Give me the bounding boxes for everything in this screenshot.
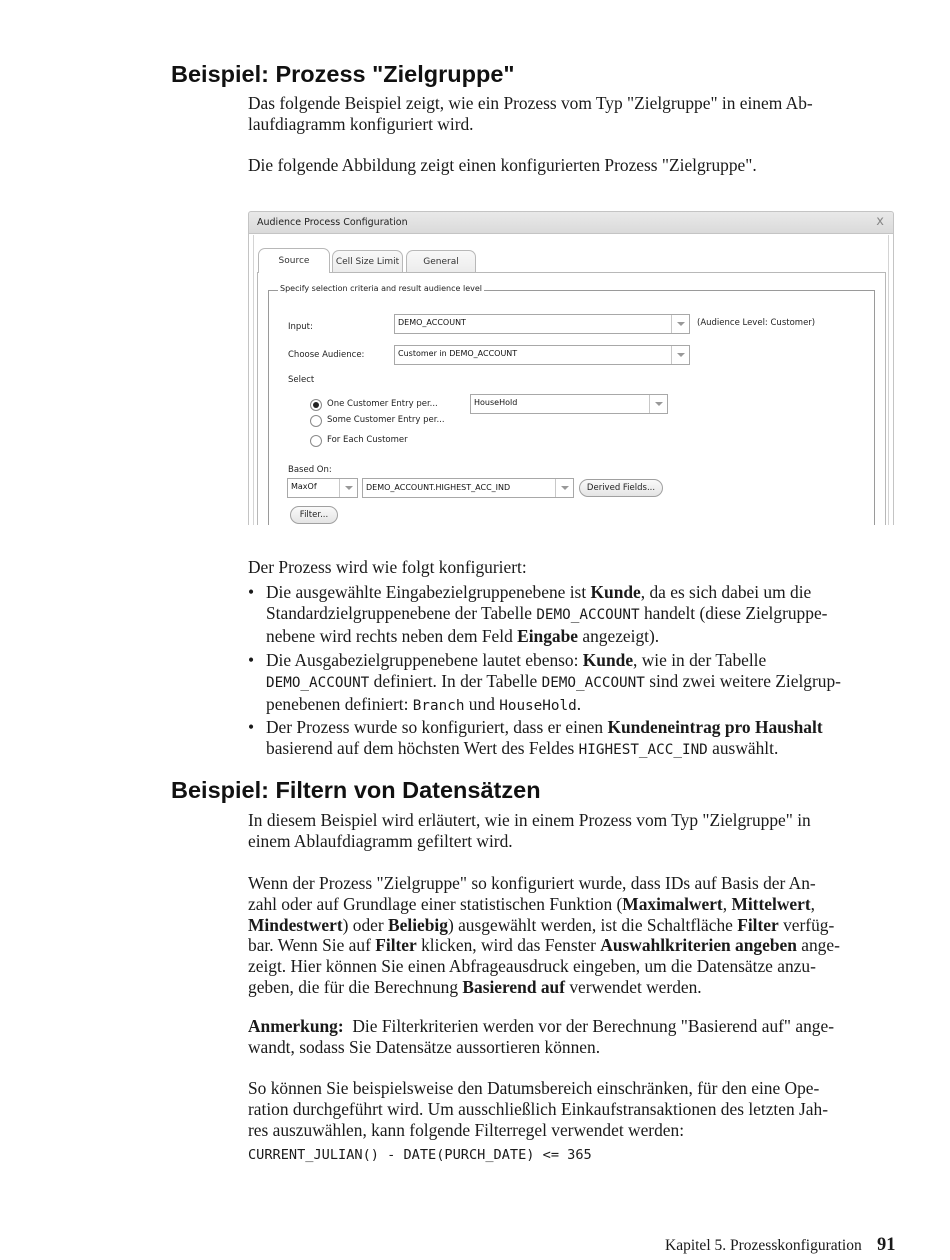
list-item [248,582,898,646]
tab-source[interactable]: Source [258,248,330,273]
dialog-title: Audience Process Configuration [257,217,408,228]
text-run: Die Ausgabezielgruppenebene lautet ebenso: [266,650,583,670]
bold-term: Filter [375,935,417,956]
bullet: • [248,717,255,737]
section-heading-filtern: Beispiel: Filtern von Datensätzen [171,777,541,803]
derived-fields-button[interactable]: Derived Fields... [579,479,663,497]
based-on-field-value: DEMO_ACCOUNT.HIGHEST_ACC_IND [366,483,511,492]
text-run: definiert. In der Tabelle [369,670,542,691]
code-term: DEMO_ACCOUNT [536,606,640,623]
dialog-titlebar [248,211,894,234]
chevron-down-icon[interactable] [649,395,667,413]
text-run: res auszuwählen, kann folgende Filterregel verwendet werden: [248,1119,685,1140]
bold-term: Beliebig [388,914,448,935]
based-on-function-select[interactable] [287,478,358,498]
intro-paragraph [248,93,898,135]
chevron-down-icon[interactable] [555,479,573,497]
select-label: Select [288,375,315,385]
text-run: auswählt. [707,737,779,758]
household-select-value: HouseHold [474,398,518,407]
text-run: verfüg- [778,914,835,935]
chevron-down-icon[interactable] [671,315,689,333]
filter-intro-paragraph [248,810,898,852]
text-run: Der Prozess wurde so konfiguriert, dass er einen [266,717,608,737]
text-run: angezeigt). [578,625,660,646]
bold-term: Kunde [582,650,634,670]
text-run: , wie in der Tabelle [633,650,767,670]
code-term: HouseHold [499,697,577,714]
bold-term: Basierend auf [462,976,565,997]
bold-term: Mittelwert [731,893,811,914]
code-term: HIGHEST_ACC_IND [578,741,708,758]
list-item [248,650,898,716]
example-paragraph [248,1078,898,1140]
chevron-down-icon[interactable] [339,479,357,497]
text-run: ration durchgeführt wird. Um ausschließlich Einkaufstransaktionen des letzten Jah- [248,1098,828,1119]
text-run: nebene wird rechts neben dem Feld [266,625,518,646]
chevron-down-icon[interactable] [671,346,689,364]
filter-button[interactable]: Filter... [290,506,338,524]
based-on-label: Based On: [288,465,332,475]
bold-term: Maximalwert [622,893,723,914]
footer-chapter: Kapitel 5. Prozesskonfiguration [665,1237,862,1254]
dialog-body [248,234,894,525]
bullet: • [248,650,255,670]
text-run: sind zwei weitere Zielgrup- [644,670,841,691]
bold-term: Filter [737,914,779,935]
input-select-value: DEMO_ACCOUNT [398,318,466,327]
text-run: verwendet werden. [565,976,702,997]
figure-caption: Die folgende Abbildung zeigt einen konfigurierten Prozess "Zielgruppe". [248,155,757,175]
based-on-field-select[interactable] [362,478,574,498]
text-run: einem Ablaufdiagramm gefiltert wird. [248,830,513,851]
radio-one-entry-per-label: One Customer Entry per... [327,399,438,409]
input-label: Input: [288,322,313,332]
intro-line-2: laufdiagramm konfiguriert wird. [248,113,474,134]
radio-one-entry-per[interactable] [310,399,322,411]
choose-audience-select[interactable] [394,345,690,365]
text-run: bar. Wenn Sie auf [248,935,376,956]
input-select[interactable] [394,314,690,334]
note-label: Anmerkung: [248,1016,344,1036]
bold-term: Auswahlkriterien angeben [600,935,797,956]
text-run: basierend auf dem höchsten Wert des Feldes [266,737,579,758]
tab-panel-right-edge [885,272,886,525]
text-run: . [576,693,582,714]
choose-audience-label: Choose Audience: [288,350,365,360]
tab-panel-left-edge [257,272,258,525]
bold-term: Kundeneintrag pro Haushalt [607,717,823,737]
text-run: , da es sich dabei um die [640,582,812,602]
code-term: DEMO_ACCOUNT [541,674,645,691]
radio-for-each-customer-label: For Each Customer [327,435,408,445]
household-select[interactable] [470,394,668,414]
text-run: ) oder [342,914,389,935]
choose-audience-value: Customer in DEMO_ACCOUNT [398,349,518,358]
text-run: handelt (diese Zielgruppe- [639,602,828,623]
text-run: , [722,893,732,914]
text-run: , [810,893,815,914]
bold-term: Eingabe [517,625,579,646]
text-run: Wenn der Prozess "Zielgruppe" so konfiguriert wurde, dass IDs auf Basis der An- [248,873,816,893]
text-run: Die Filterkriterien werden vor der Berechnung "Basierend auf" ange- [352,1016,834,1036]
radio-for-each-customer[interactable] [310,435,322,447]
text-run: Die ausgewählte Eingabezielgruppenebene ist [266,582,591,602]
text-run: klicken, wird das Fenster [416,935,601,956]
text-run: So können Sie beispielsweise den Datumsbereich einschränken, für den eine Ope- [248,1078,820,1098]
text-run: Standardzielgruppenebene der Tabelle [266,602,537,623]
radio-some-entry-per[interactable] [310,415,322,427]
text-run: ) ausgewählt werden, ist die Schaltfläche [447,914,738,935]
close-icon[interactable]: x [876,214,884,229]
config-lead: Der Prozess wird wie folgt konfiguriert: [248,557,527,577]
fieldset-legend: Specify selection criteria and result audience level [280,284,482,293]
list-item [248,717,898,761]
bold-term: Mindestwert [248,914,343,935]
section-heading-zielgruppe: Beispiel: Prozess "Zielgruppe" [171,61,515,87]
bullet: • [248,582,255,602]
filter-rule-code: CURRENT_JULIAN() - DATE(PURCH_DATE) <= 365 [248,1147,592,1163]
intro-line-1: Das folgende Beispiel zeigt, wie ein Prozess vom Typ "Zielgruppe" in einem Ab- [248,93,813,113]
text-run: wandt, sodass Sie Datensätze aussortieren können. [248,1036,601,1057]
radio-some-entry-per-label: Some Customer Entry per... [327,415,445,425]
text-run: und [464,693,500,714]
text-run: zeigt. Hier können Sie einen Abfrageausdruck eingeben, um die Datensätze anzu- [248,956,816,977]
filter-description-paragraph [248,873,898,998]
text-run: geben, die für die Berechnung [248,976,463,997]
based-on-function-value: MaxOf [291,482,317,491]
text-run: penebenen definiert: [266,693,413,714]
text-run: In diesem Beispiel wird erläutert, wie in einem Prozess vom Typ "Zielgruppe" in [248,810,811,830]
tab-general[interactable]: General [406,250,476,272]
code-term: Branch [412,697,465,714]
bold-term: Kunde [590,582,641,602]
page-number: 91 [877,1235,896,1255]
audience-level-note: (Audience Level: Customer) [697,318,816,328]
tab-cell-size-limit[interactable]: Cell Size Limit [332,250,403,272]
audience-process-dialog-screenshot [248,211,894,525]
text-run: zahl oder auf Grundlage einer statistischen Funktion ( [248,893,623,914]
text-run: ange- [796,935,840,956]
note-paragraph [248,1016,898,1058]
code-term: DEMO_ACCOUNT [266,674,370,691]
